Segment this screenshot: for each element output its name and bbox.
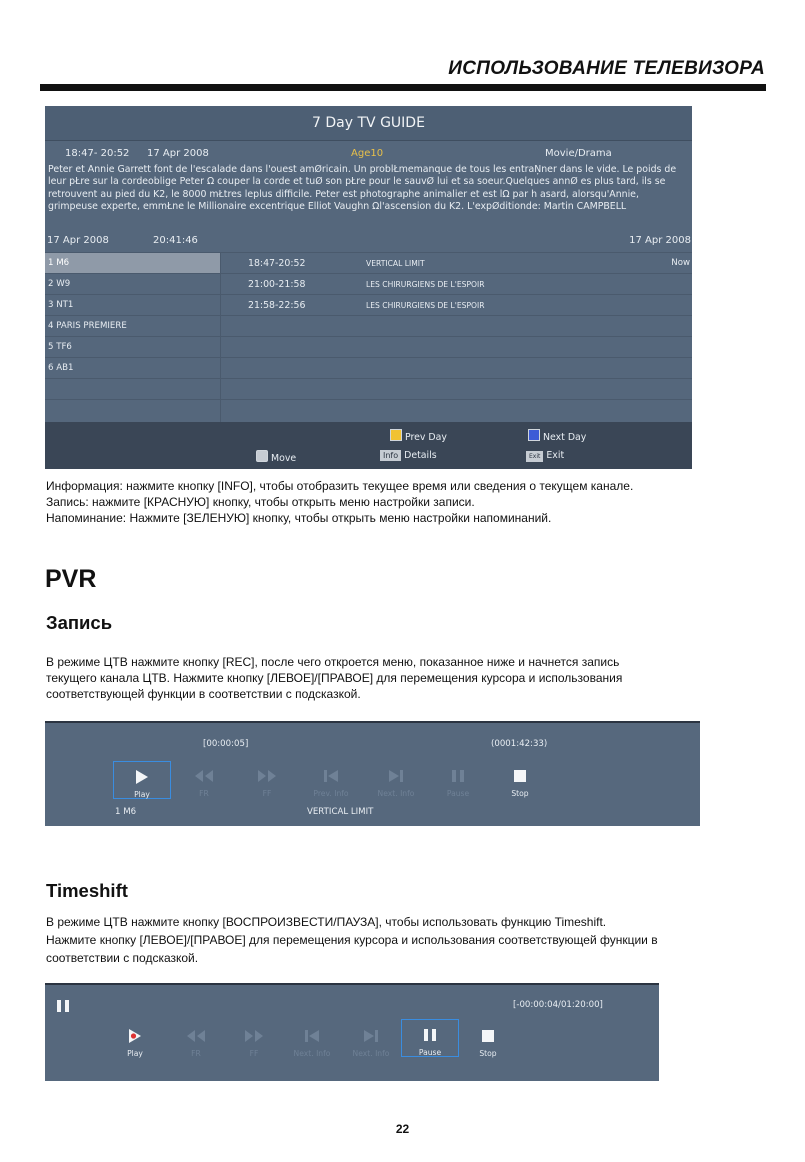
channel-name: 2 W9 xyxy=(45,274,221,295)
channel-row[interactable] xyxy=(45,357,692,379)
stop-button[interactable] xyxy=(459,1025,517,1058)
fast-rewind-label: FR xyxy=(191,1049,201,1058)
header-rule xyxy=(40,84,766,91)
pvr-control-bar xyxy=(45,721,700,826)
program-title: LES CHIRURGIENS DE L'ESPOIR xyxy=(366,301,485,310)
stop-label: Stop xyxy=(511,789,529,798)
program-time-slot: 18:47-20:52 xyxy=(248,258,306,269)
program-title: VERTICAL LIMIT xyxy=(366,259,425,268)
fast-forward-icon xyxy=(238,765,296,787)
timeshift-control-bar xyxy=(45,983,659,1081)
program-date: 17 Apr 2008 xyxy=(147,148,209,159)
skip-next-icon xyxy=(342,1025,400,1047)
next-label: Next. Info xyxy=(377,789,415,798)
page-header-title: ИСПОЛЬЗОВАНИЕ ТЕЛЕВИЗОРА xyxy=(448,58,765,79)
channel-row[interactable] xyxy=(45,378,692,400)
record-paragraph-line: В режиме ЦТВ нажмите кнопку [REC], после чего откроется меню, показанное ниже и начнется запись xyxy=(46,655,620,669)
previous-label: Next. Info xyxy=(293,1049,331,1058)
details-label: Details xyxy=(404,450,437,461)
play-label: Play xyxy=(134,790,150,799)
fast-forward-icon xyxy=(225,1025,283,1047)
channel-row[interactable] xyxy=(45,315,692,337)
fast-rewind-button[interactable] xyxy=(167,1025,225,1058)
yellow-key-icon xyxy=(390,429,402,441)
play-label: Play xyxy=(127,1049,143,1058)
pvr-heading: PVR xyxy=(45,565,97,593)
program-time: 18:47- 20:52 xyxy=(65,148,130,159)
channel-name xyxy=(45,379,221,400)
now-badge: Now xyxy=(671,258,690,268)
fast-rewind-icon xyxy=(175,765,233,787)
current-date: 17 Apr 2008 xyxy=(47,235,109,246)
record-paragraph-line: соответствующей функции в соответствии с подсказкой. xyxy=(46,687,361,701)
exit-label: Exit xyxy=(546,450,565,461)
pause-label: Pause xyxy=(418,1048,442,1057)
program-title: LES CHIRURGIENS DE L'ESPOIR xyxy=(366,280,485,289)
fast-forward-button[interactable] xyxy=(225,1025,283,1058)
program-time-slot: 21:58-22:56 xyxy=(248,300,306,311)
move-label: Move xyxy=(271,453,297,464)
stop-button[interactable] xyxy=(491,765,549,798)
channel-name: 5 TF6 xyxy=(45,337,221,358)
play-button[interactable] xyxy=(113,761,171,799)
next-label: Next. Info xyxy=(352,1049,390,1058)
previous-label: Prev. Info xyxy=(313,789,349,798)
exit-key-icon: Exit xyxy=(526,451,543,462)
fast-forward-label: FF xyxy=(249,1049,259,1058)
blue-key-icon xyxy=(528,429,540,441)
next-button[interactable] xyxy=(367,765,425,798)
channel-name: 3 NT1 xyxy=(45,295,221,316)
pause-label: Pause xyxy=(446,789,470,798)
pause-icon xyxy=(402,1024,458,1046)
elapsed-time: [00:00:05] xyxy=(203,739,249,749)
program-description: Peter et Annie Garrett font de l'escalade dans l'ouest amØricain. Un problŁmemanque de tous les entraŅner dans le vide. Le poids de leur pŁre sur la cordeoblige Peter Ω couper la corde et tuØ son pŁre pour le sauvØ lui et sa soeur.Quelques annØ es plus tard, ils se retrouvent au pied du K2, le 8000 mŁtres leplus difficile. Peter est photographe animalier et est lΩ par h asard, alorsqu'Annie, grimpeuse experte, emmŁne le Millionaire excentrique Elliot Vaughn Ωl'ascension du K2. L'expØditionde: Martin CAMPBELL xyxy=(48,164,677,212)
next-button[interactable] xyxy=(342,1025,400,1058)
timeshift-paragraph-line: соответствии с подсказкой. xyxy=(46,951,199,965)
channel-row[interactable] xyxy=(45,294,692,316)
channel-name xyxy=(45,400,221,423)
guide-date: 17 Apr 2008 xyxy=(629,235,691,246)
fast-rewind-button[interactable] xyxy=(175,765,233,798)
pause-icon xyxy=(429,765,487,787)
skip-previous-icon xyxy=(283,1025,341,1047)
stop-icon xyxy=(491,765,549,787)
skip-previous-icon xyxy=(302,765,360,787)
exit-hint[interactable] xyxy=(526,450,564,462)
channel-row[interactable] xyxy=(45,252,692,274)
channel-name: 4 PARIS PREMIERE xyxy=(45,316,221,337)
channel-name: 1 M6 xyxy=(45,253,221,274)
timeshift-time: [-00:00:04/01:20:00] xyxy=(513,1000,603,1010)
pause-button[interactable] xyxy=(429,765,487,798)
tv-guide-title: 7 Day TV GUIDE xyxy=(45,106,692,141)
play-icon xyxy=(114,766,170,788)
program-genre: Movie/Drama xyxy=(545,148,612,159)
stop-label: Stop xyxy=(479,1049,497,1058)
fast-rewind-label: FR xyxy=(199,789,209,798)
move-hint xyxy=(256,450,296,464)
timeshift-paused-icon xyxy=(56,998,70,1017)
fast-forward-button[interactable] xyxy=(238,765,296,798)
info-instruction: Информация: нажмите кнопку [INFO], чтобы отобразить текущее время или сведения о текущем канале. xyxy=(46,479,634,493)
dpad-icon xyxy=(256,450,268,462)
previous-button[interactable] xyxy=(283,1025,341,1058)
total-time: (0001:42:33) xyxy=(491,739,548,749)
reminder-instruction: Напоминание: Нажмите [ЗЕЛЕНУЮ] кнопку, чтобы открыть меню настройки напоминаний. xyxy=(46,511,552,525)
tv-guide-panel xyxy=(45,106,692,469)
play-button[interactable] xyxy=(106,1025,164,1058)
tv-guide-legend xyxy=(45,422,692,469)
program-time-slot: 21:00-21:58 xyxy=(248,279,306,290)
timeshift-heading: Timeshift xyxy=(46,880,128,901)
channel-row[interactable] xyxy=(45,273,692,295)
previous-button[interactable] xyxy=(302,765,360,798)
channel-name: 6 AB1 xyxy=(45,358,221,379)
details-hint xyxy=(380,450,437,461)
fast-rewind-icon xyxy=(167,1025,225,1047)
prev-day-label: Prev Day xyxy=(405,432,447,443)
pvr-channel: 1 M6 xyxy=(115,807,137,817)
timeshift-paragraph-line: Нажмите кнопку [ЛЕВОЕ]/[ПРАВОЕ] для перемещения курсора и использования соответствующей функции в xyxy=(46,933,658,947)
record-paragraph-line: текущего канала ЦТВ. Нажмите кнопку [ЛЕВОЕ]/[ПРАВОЕ] для перемещения курсора и использования xyxy=(46,671,623,685)
timeshift-paragraph-line: В режиме ЦТВ нажмите кнопку [ВОСПРОИЗВЕСТИ/ПАУЗА], чтобы использовать функцию Timeshift. xyxy=(46,915,607,929)
channel-row[interactable] xyxy=(45,399,692,423)
channel-row[interactable] xyxy=(45,336,692,358)
record-instruction: Запись: нажмите [КРАСНУЮ] кнопку, чтобы открыть меню настройки записи. xyxy=(46,495,475,509)
prev-day-hint[interactable] xyxy=(390,429,447,443)
next-day-label: Next Day xyxy=(543,432,587,443)
info-key-icon: Info xyxy=(380,450,401,461)
skip-next-icon xyxy=(367,765,425,787)
pause-button[interactable] xyxy=(401,1019,459,1057)
pvr-program: VERTICAL LIMIT xyxy=(307,807,374,817)
page-number: 22 xyxy=(395,1122,410,1136)
fast-forward-label: FF xyxy=(262,789,272,798)
current-time: 20:41:46 xyxy=(153,235,198,246)
record-heading: Запись xyxy=(46,612,113,633)
play-rec-icon xyxy=(106,1025,164,1047)
next-day-hint[interactable] xyxy=(528,429,586,443)
stop-icon xyxy=(459,1025,517,1047)
age-rating: Age10 xyxy=(351,148,384,159)
